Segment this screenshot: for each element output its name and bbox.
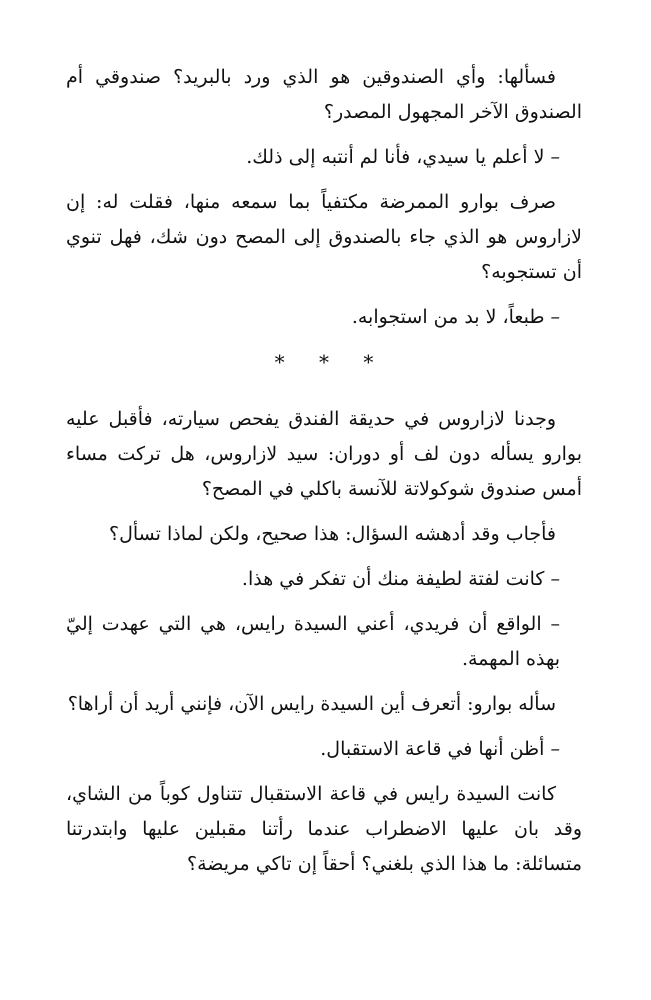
dialog-line-2: – طبعاً، لا بد من استجوابه. (351, 306, 560, 328)
book-page (66, 60, 582, 892)
dialog-line-1: – لا أعلم يا سيدي، فأنا لم أنتبه إلى ذلك. (246, 146, 560, 168)
dialog-line-5: – أظن أنها في قاعة الاستقبال. (320, 738, 560, 760)
paragraph-5: سأله بوارو: أتعرف أين السيدة رايس الآن، فإنني أريد أن أراها؟ (67, 693, 556, 715)
section-separator: * * * (274, 350, 388, 374)
dialog-line-3: – كانت لفتة لطيفة منك أن تفكر في هذا. (241, 568, 560, 590)
paragraph-4: فأجاب وقد أدهشه السؤال: هذا صحيح، ولكن لماذا تسأل؟ (109, 523, 556, 545)
paragraph-6: كانت السيدة رايس في قاعة الاستقبال تتناول كوباً من الشاي، وقد بان عليها الاضطراب عندما رأتنا مقبلين عليها وابتدرتنا متسائلة: ما هذا الذي بلغني؟ أحقاً إن تاكي مريضة؟ (66, 783, 582, 875)
paragraph-3: وجدنا لازاروس في حديقة الفندق يفحص سيارته، فأقبل عليه بوارو يسأله دون لف أو دوران: سيد لازاروس، هل تركت مساء أمس صندوق شوكولاتة للآنسة باكلي في المصح؟ (66, 408, 582, 500)
paragraph-2: صرف بوارو الممرضة مكتفياً بما سمعه منها، فقلت له: إن لازاروس هو الذي جاء بالصندوق إلى المصح دون شك، فهل تنوي أن تستجوبه؟ (66, 191, 582, 283)
paragraph-1: فسألها: وأي الصندوقين هو الذي ورد بالبريد؟ صندوقي أم الصندوق الآخر المجهول المصدر؟ (66, 66, 582, 123)
dialog-line-4: – الواقع أن فريدي، أعني السيدة رايس، هي التي عهدت إليّ بهذه المهمة. (66, 613, 560, 670)
